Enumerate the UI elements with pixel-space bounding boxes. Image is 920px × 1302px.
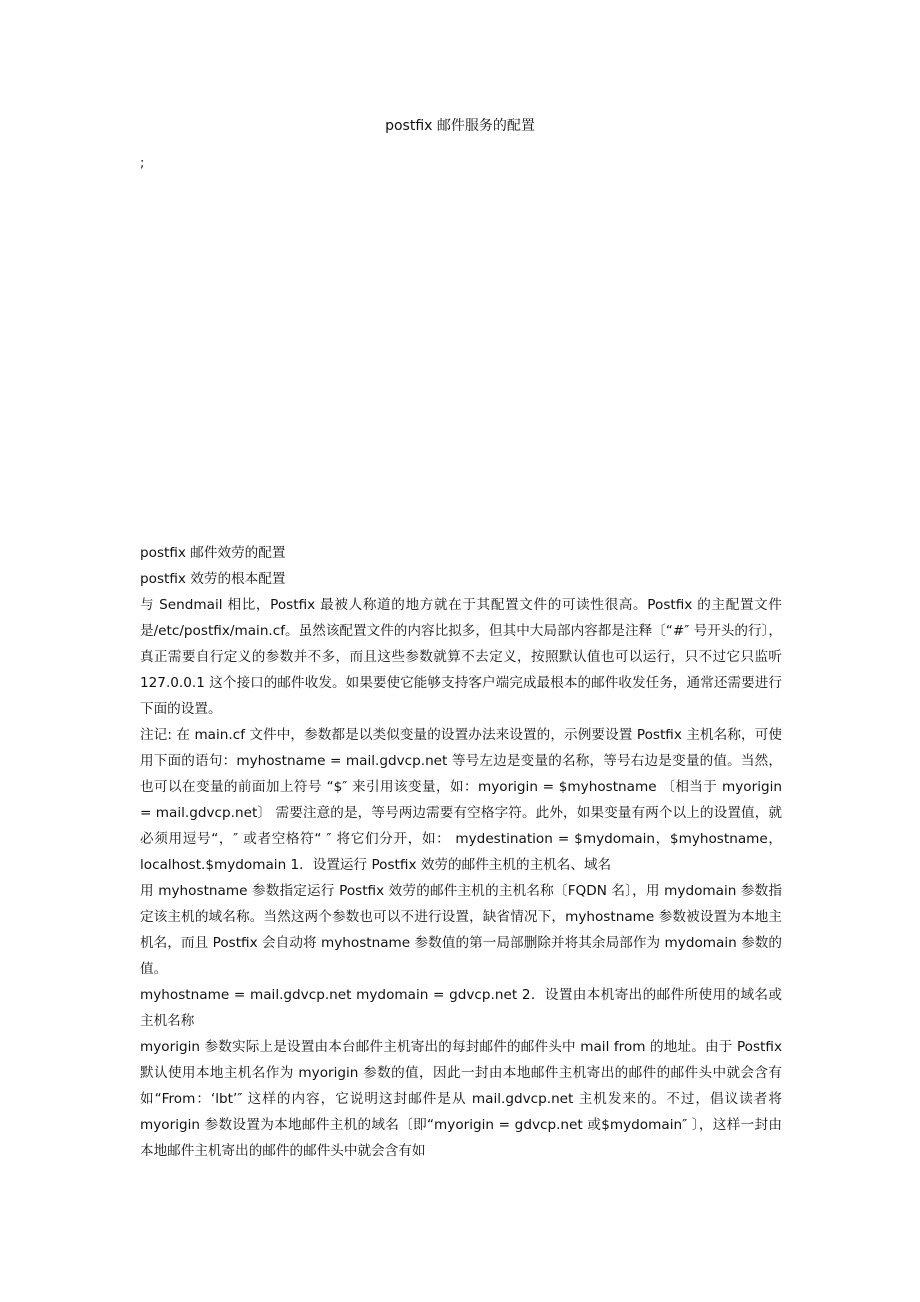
document-title: postfix 邮件服务的配置 [385, 118, 535, 134]
body-paragraph: myorigin 参数实际上是设置由本台邮件主机寄出的每封邮件的邮件头中 mail from 的地址。由于 Postfix 默认使用本地主机名作为 myorigin 参数的值，因此一封由本地邮件主机寄出的邮件的邮件头中就会含有如“From：‘lbt’″ 这样的内容，它说明这封邮件是从 mail.gdvcp.net 主机发来的。不过，倡议读者将 myorigin 参数设置为本地邮件主机的域名〔即“myorigin = gdvcp.net 或$mydomain″ 〕，这样一封由本地邮件主机寄出的邮件的邮件头中就会含有如 [140, 1039, 782, 1159]
document-body [140, 540, 782, 1164]
section-heading: postfix 邮件效劳的配置 [140, 545, 286, 561]
body-paragraph: 用 myhostname 参数指定运行 Postfix 效劳的邮件主机的主机名称〔FQDN 名〕，用 mydomain 参数指定该主机的域名称。当然这两个参数也可以不进行设置，缺省情况下，myhostname 参数被设置为本地主机名，而且 Postfix 会自动将 myhostname 参数值的第一局部删除并将其余局部作为 mydomain 参数的值。 [140, 883, 782, 977]
body-paragraph: 注记: 在 main.cf 文件中，参数都是以类似变量的设置办法来设置的，示例要设置 Postfix 主机名称，可使用下面的语句：myhostname = mail.gdvcp.net 等号左边是变量的名称，等号右边是变量的值。当然，也可以在变量的前面加上符号 “$″ 来引用该变量，如：myorigin = $myhostname 〔相当于 myorigin = mail.gdvcp.net〕 需要注意的是，等号两边需要有空格字符。此外，如果变量有两个以上的设置值，就必须用逗号“，″ 或者空格符“ ″ 将它们分开，如： mydestination = $mydomain，$myhostname，localhost.$mydomain 1．设置运行 Postfix 效劳的邮件主机的主机名、域名 [140, 727, 782, 873]
separator-mark: ; [140, 156, 145, 171]
body-paragraph: 与 Sendmail 相比，Postfix 最被人称道的地方就在于其配置文件的可读性很高。Postfix 的主配置文件是/etc/postfix/main.cf。虽然该配置文件的内容比拟多，但其中大局部内容都是注释〔“#″ 号开头的行〕，真正需要自行定义的参数并不多，而且这些参数就算不去定义，按照默认值也可以运行，只不过它只监听 127.0.0.1 这个接口的邮件收发。如果要使它能够支持客户端完成最根本的邮件收发任务，通常还需要进行下面的设置。 [140, 597, 782, 717]
section-subheading: postfix 效劳的根本配置 [140, 571, 286, 587]
body-paragraph: myhostname = mail.gdvcp.net mydomain = gdvcp.net 2．设置由本机寄出的邮件所使用的域名或主机名称 [140, 987, 782, 1029]
